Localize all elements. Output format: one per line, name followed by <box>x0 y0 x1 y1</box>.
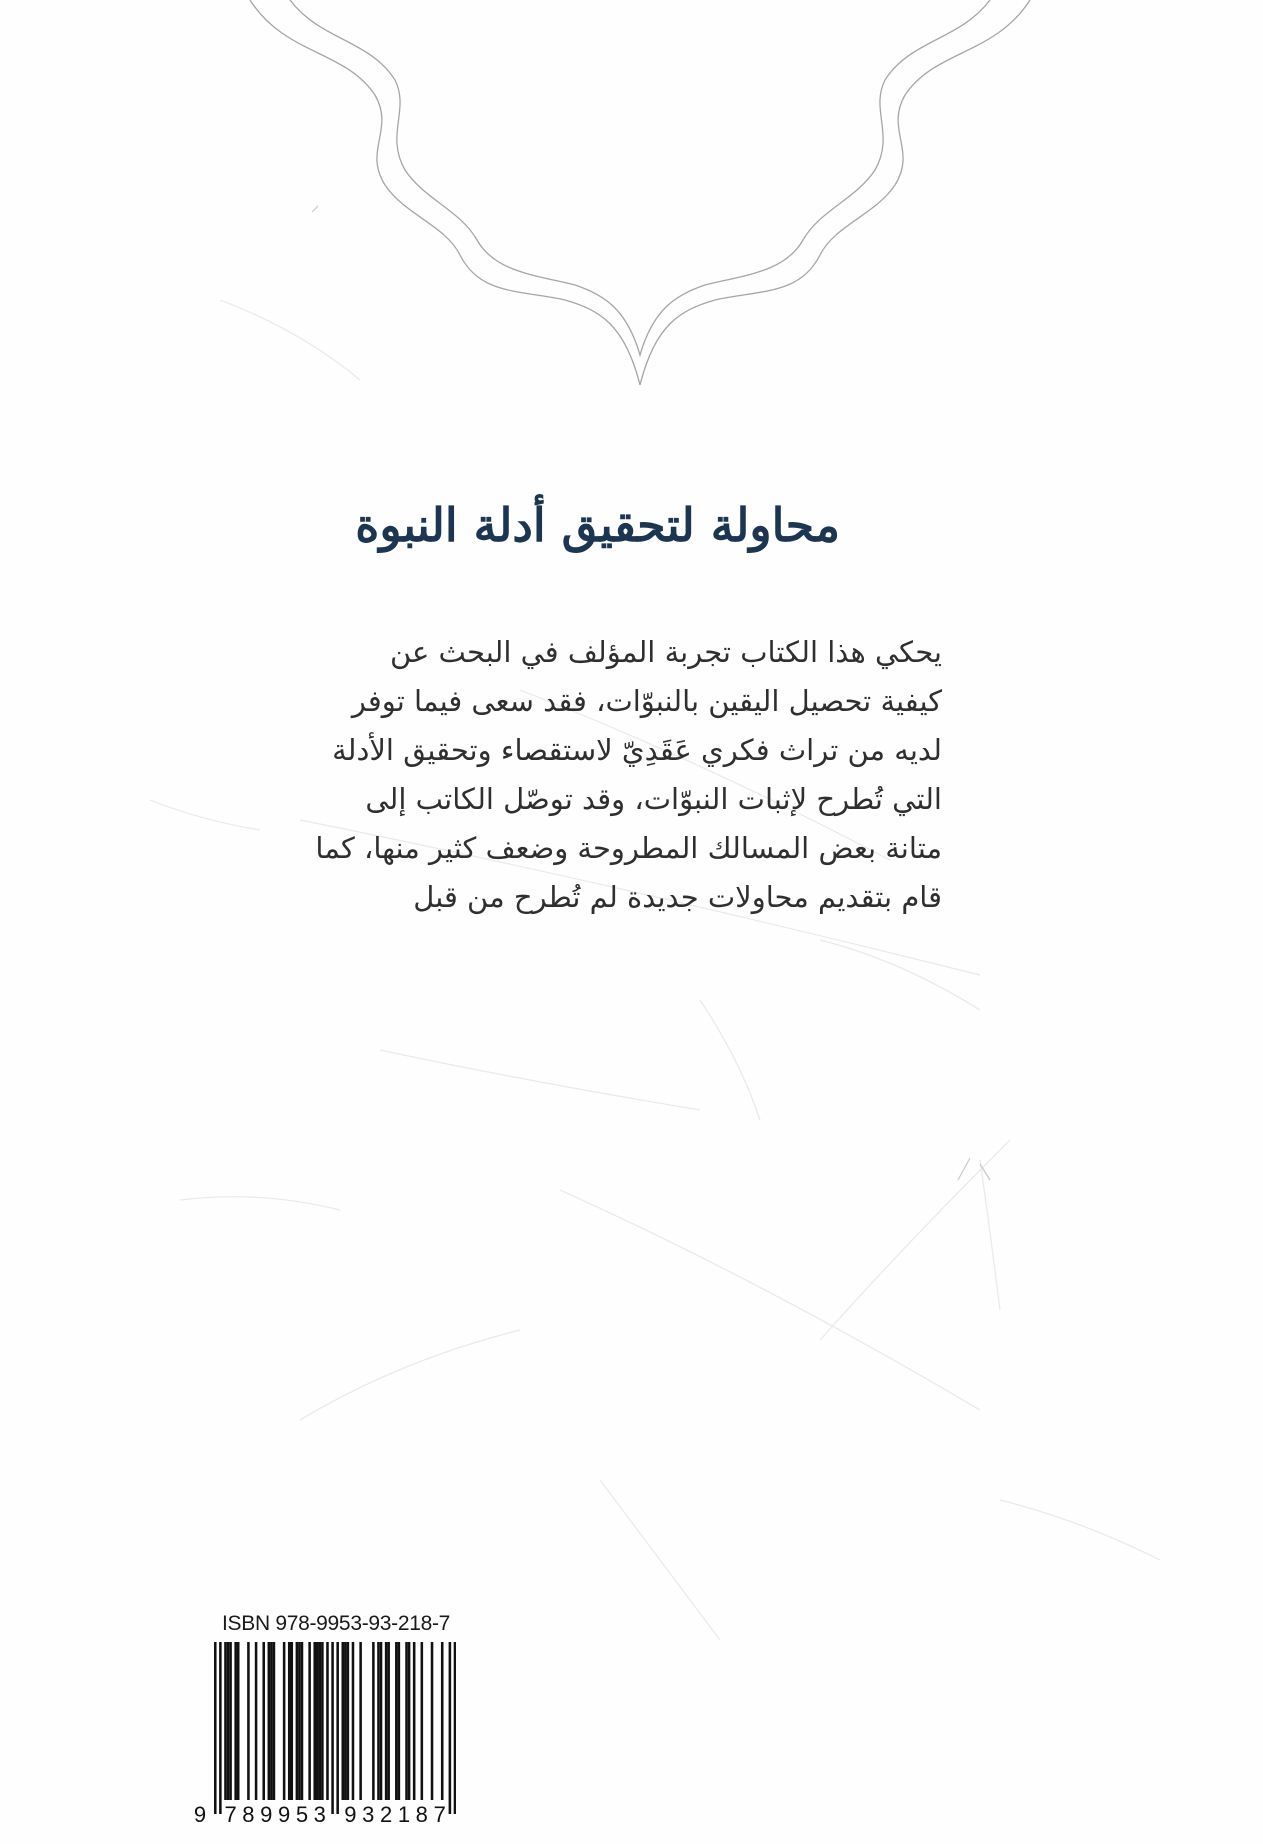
barcode-digit: 9 <box>260 1802 273 1827</box>
barcode-digit: 1 <box>397 1802 411 1827</box>
barcode-digit: 3 <box>362 1802 375 1827</box>
barcode-bar <box>319 1642 322 1800</box>
barcode-bar <box>308 1642 311 1800</box>
barcode-bar <box>298 1642 301 1800</box>
blurb-line: لديه من تراث فكري عَقَدِيّ لاستقصاء وتحقيق الأدلة <box>332 733 942 767</box>
barcode-digit: 3 <box>313 1802 326 1827</box>
barcode-bar <box>405 1642 408 1800</box>
barcode-bar <box>336 1642 339 1814</box>
barcode-digit: 9 <box>277 1802 291 1827</box>
barcode-bar <box>229 1642 232 1800</box>
barcode-bar <box>344 1642 347 1800</box>
isbn-label: ISBN 978-9953-93-218-7 <box>222 1612 451 1635</box>
barcode-bar <box>372 1642 375 1800</box>
barcode-bar <box>413 1642 416 1800</box>
barcode-bar <box>273 1642 276 1800</box>
barcode-bar <box>224 1642 227 1800</box>
barcode-bar <box>431 1642 434 1800</box>
barcode-bar <box>262 1642 265 1800</box>
barcode-bar <box>219 1642 222 1814</box>
blurb-line: التي تُطرح لإثبات النبوّات، وقد توصّل الكاتب إلى <box>365 782 942 816</box>
barcode-bar <box>421 1642 424 1800</box>
barcode-bar <box>454 1642 456 1814</box>
barcode-bar <box>313 1642 316 1800</box>
barcode-digit: 8 <box>242 1802 255 1827</box>
barcode-bar <box>270 1642 273 1800</box>
barcode-bar <box>359 1642 362 1800</box>
barcode-bar <box>408 1642 411 1800</box>
barcode-digit: 5 <box>295 1802 309 1827</box>
barcode-bar <box>296 1642 299 1800</box>
barcode-digit: 2 <box>379 1802 393 1827</box>
barcode-bar <box>449 1642 452 1814</box>
barcode-bar <box>214 1642 217 1814</box>
barcode-bars <box>214 1642 456 1814</box>
barcode-bar <box>387 1642 390 1800</box>
barcode-bar <box>326 1642 329 1800</box>
barcode-bar <box>237 1642 240 1800</box>
blurb-line: قام بتقديم محاولات جديدة لم تُطرح من قبل <box>413 880 942 914</box>
back-cover-blurb <box>315 628 942 922</box>
barcode-bar <box>288 1642 291 1800</box>
blurb-line: متانة بعض المسالك المطروحة وضعف كثير منها، كما <box>315 831 942 865</box>
barcode-bar <box>347 1642 350 1800</box>
blurb-line: يحكي هذا الكتاب تجربة المؤلف في البحث عن <box>389 635 942 669</box>
barcode-bar <box>283 1642 286 1800</box>
barcode-bar <box>380 1642 383 1800</box>
barcode-bar <box>385 1642 388 1800</box>
barcode-bar <box>227 1642 230 1800</box>
barcode-digit: 9 <box>193 1802 207 1827</box>
barcode-bar <box>377 1642 380 1800</box>
barcode-digit: 7 <box>224 1802 237 1827</box>
barcode-digit: 8 <box>415 1802 428 1827</box>
barcode-bar <box>321 1642 324 1800</box>
isbn-barcode <box>188 1640 456 1830</box>
barcode-digit: 7 <box>433 1802 446 1827</box>
barcode-bar <box>247 1642 250 1800</box>
book-title-calligraphy: محاولة لتحقيق أدلة النبوة <box>355 498 840 552</box>
barcode-digits <box>194 1802 446 1827</box>
barcode-bar <box>395 1642 398 1800</box>
barcode-bar <box>301 1642 304 1800</box>
blurb-line: كيفية تحصيل اليقين بالنبوّات، فقد سعى فيما توفر <box>351 684 942 718</box>
barcode-bar <box>441 1642 444 1800</box>
barcode-bar <box>291 1642 294 1800</box>
barcode-bar <box>398 1642 401 1800</box>
barcode-bar <box>234 1642 237 1800</box>
barcode-bar <box>255 1642 258 1800</box>
barcode-digit: 9 <box>344 1802 357 1827</box>
barcode-bar <box>352 1642 355 1800</box>
barcode-bar <box>331 1642 334 1814</box>
barcode-bar <box>268 1642 271 1800</box>
arabesque-frame-ornament <box>245 0 1045 390</box>
barcode-bar <box>316 1642 319 1800</box>
barcode-bar <box>342 1642 345 1800</box>
